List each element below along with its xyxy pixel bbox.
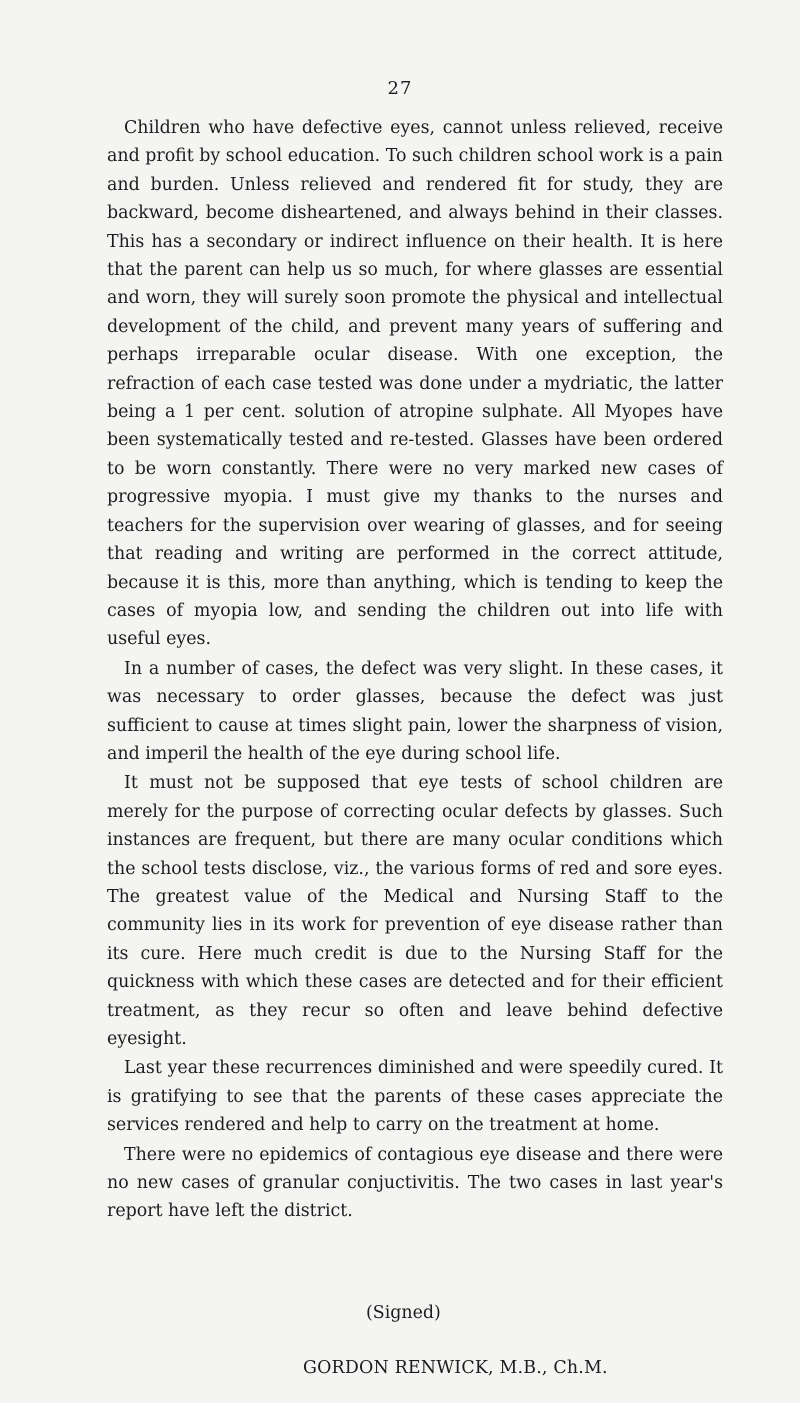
page-number: 27 <box>387 78 413 99</box>
paragraph-ocular-conditions: It must not be supposed that eye tests of school children are merely for the purpose of correcting ocular defects by glasses. Such instances are frequent, but there are many ocular conditions which the school tests disclose, viz., the various forms of red and sore eyes. The greatest value of the Medical and Nursing Staff to the community lies in its work for prevention of eye disease rather than its cure. Here much credit is due to the Nursing Staff for the quickness with which these cases are detected and for their efficient treatment, as they recur so often and leave behind defective eyesight. <box>107 773 723 1049</box>
signed-label: (Signed) <box>366 1303 441 1323</box>
paragraph-eye-defects: Children who have defective eyes, cannot unless relieved, receive and profit by school education. To such children school work is a pain and burden. Unless relieved and rendered fit for study, they are backward, become disheartened, and always behind in their classes. This has a secondary or indirect influence on their health. It is here that the parent can help us so much, for where glasses are essential and worn, they will surely soon promote the physical and intellectual development of the child, and prevent many years of suffering and perhaps irreparable ocular disease. With one exception, the refraction of each case tested was done under a mydriatic, the latter being a 1 per cent. solution of atropine sulphate. All Myopes have been systematically tested and re-tested. Glasses have been ordered to be worn constantly. There were no very marked new cases of progressive myopia. I must give my thanks to the nurses and teachers for the supervision over wearing of glasses, and for seeing that reading and writing are performed in the correct attitude, because it is this, more than anything, which is tending to keep the cases of myopia low, and sending the children out into life with useful eyes. <box>107 118 723 650</box>
paragraph-slight-defects: In a number of cases, the defect was very slight. In these cases, it was necessary to order glasses, because the defect was just sufficient to cause at times slight pain, lower the sharpness of vision, and imperil the health of the eye during school life. <box>107 658 723 764</box>
paragraph-epidemics: There were no epidemics of contagious eye disease and there were no new cases of granular conjuctivitis. The two cases in last year's report have left the district. <box>107 1144 723 1222</box>
signature-name: GORDON RENWICK, M.B., Ch.M. <box>303 1358 608 1378</box>
paragraph-recurrences: Last year these recurrences diminished and were speedily cured. It is gratifying to see that the parents of these cases appreciate the services rendered and help to carry on the treatment at home. <box>107 1058 723 1136</box>
report-body <box>107 114 723 1226</box>
